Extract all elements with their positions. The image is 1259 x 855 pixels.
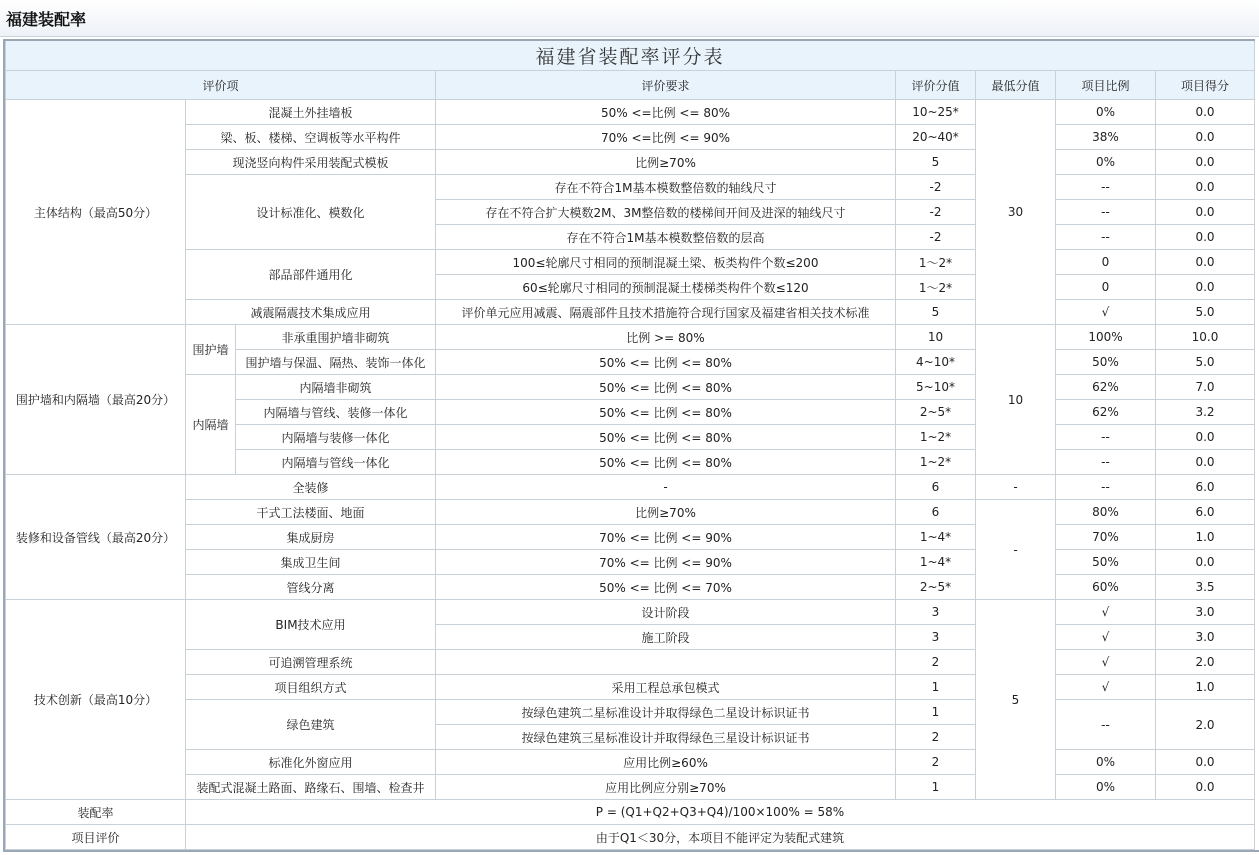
rate-value: P = (Q1+Q2+Q3+Q4)/100×100% = 58%	[186, 800, 1255, 825]
rate-row	[6, 800, 1255, 825]
row-score: 2~5*	[896, 400, 976, 425]
table-row	[6, 650, 1255, 675]
row-got: 6.0	[1156, 475, 1255, 500]
section-walls: 围护墙和内隔墙（最高20分）	[6, 325, 186, 475]
row-item: 减震隔震技术集成应用	[186, 300, 436, 325]
evaluation-label: 项目评价	[6, 825, 186, 850]
row-item: 非承重围护墙非砌筑	[236, 325, 436, 350]
row-score: 1~2*	[896, 425, 976, 450]
row-ratio: √	[1056, 625, 1156, 650]
row-got: 3.0	[1156, 625, 1255, 650]
row-ratio: 60%	[1056, 575, 1156, 600]
row-score: -2	[896, 200, 976, 225]
row-score: 5	[896, 300, 976, 325]
row-item: 全装修	[186, 475, 436, 500]
table-row	[6, 375, 1255, 400]
subsection-enclosure-wall: 围护墙	[186, 325, 236, 375]
row-item: 混凝土外挂墙板	[186, 100, 436, 125]
row-ratio: --	[1056, 200, 1156, 225]
row-req: 70% <= 比例 <= 90%	[436, 525, 896, 550]
table-caption: 福建省装配率评分表	[6, 40, 1255, 71]
score-table	[5, 39, 1255, 850]
row-item: 部品部件通用化	[186, 250, 436, 300]
row-got: 3.5	[1156, 575, 1255, 600]
table-row	[6, 325, 1255, 350]
section-min: -	[976, 475, 1056, 500]
row-ratio: √	[1056, 650, 1156, 675]
row-ratio: --	[1056, 475, 1156, 500]
row-ratio: √	[1056, 675, 1156, 700]
row-req: 存在不符合扩大模数2M、3M整倍数的楼梯间开间及进深的轴线尺寸	[436, 200, 896, 225]
section-main-structure: 主体结构（最高50分）	[6, 100, 186, 325]
row-score: 6	[896, 500, 976, 525]
table-row	[6, 600, 1255, 625]
window-title-bar	[0, 0, 1259, 37]
row-req: 比例 >= 80%	[436, 325, 896, 350]
row-ratio: --	[1056, 225, 1156, 250]
row-got: 0.0	[1156, 550, 1255, 575]
col-header-ratio: 项目比例	[1056, 71, 1156, 100]
row-got: 0.0	[1156, 750, 1255, 775]
row-req: 应用比例应分别≥70%	[436, 775, 896, 800]
row-score: 2	[896, 750, 976, 775]
row-got: 0.0	[1156, 450, 1255, 475]
row-ratio: 0%	[1056, 750, 1156, 775]
section-tech-innovation: 技术创新（最高10分）	[6, 600, 186, 800]
row-score: 1~2*	[896, 450, 976, 475]
row-got: 2.0	[1156, 700, 1255, 750]
row-got: 3.2	[1156, 400, 1255, 425]
row-req: 采用工程总承包模式	[436, 675, 896, 700]
row-got: 0.0	[1156, 250, 1255, 275]
row-req: 存在不符合1M基本模数整倍数的层高	[436, 225, 896, 250]
table-row	[6, 175, 1255, 200]
evaluation-row	[6, 825, 1255, 850]
row-item: 内隔墙与管线、装修一体化	[236, 400, 436, 425]
row-item: 可追溯管理系统	[186, 650, 436, 675]
table-row	[6, 750, 1255, 775]
row-score: 10	[896, 325, 976, 350]
row-score: 3	[896, 625, 976, 650]
table-row	[6, 575, 1255, 600]
row-got: 0.0	[1156, 225, 1255, 250]
window-title: 福建装配率	[6, 10, 87, 29]
row-req	[436, 650, 896, 675]
table-row	[6, 775, 1255, 800]
section-min: 30	[976, 100, 1056, 325]
section-min: -	[976, 500, 1056, 600]
row-got: 0.0	[1156, 150, 1255, 175]
row-req: 70% <=比例 <= 90%	[436, 125, 896, 150]
col-header-got: 项目得分	[1156, 71, 1255, 100]
row-req: 50% <= 比例 <= 80%	[436, 350, 896, 375]
row-got: 0.0	[1156, 175, 1255, 200]
section-min: 10	[976, 325, 1056, 475]
row-score: 20~40*	[896, 125, 976, 150]
row-item: BIM技术应用	[186, 600, 436, 650]
row-item: 集成卫生间	[186, 550, 436, 575]
row-got: 0.0	[1156, 200, 1255, 225]
row-got: 0.0	[1156, 275, 1255, 300]
evaluation-value: 由于Q1＜30分，本项目不能评定为装配式建筑	[186, 825, 1255, 850]
row-score: 1～2*	[896, 250, 976, 275]
row-got: 2.0	[1156, 650, 1255, 675]
row-item: 内隔墙与装修一体化	[236, 425, 436, 450]
row-score: 10~25*	[896, 100, 976, 125]
table-row	[6, 250, 1255, 275]
row-got: 1.0	[1156, 675, 1255, 700]
row-score: -2	[896, 225, 976, 250]
row-ratio: --	[1056, 450, 1156, 475]
row-score: 2	[896, 650, 976, 675]
row-req: 比例≥70%	[436, 500, 896, 525]
table-row	[6, 300, 1255, 325]
row-score: 2~5*	[896, 575, 976, 600]
row-score: 5~10*	[896, 375, 976, 400]
row-score: 1	[896, 675, 976, 700]
row-ratio: 0%	[1056, 775, 1156, 800]
rate-label: 装配率	[6, 800, 186, 825]
row-item: 现浇竖向构件采用装配式模板	[186, 150, 436, 175]
row-item: 设计标准化、模数化	[186, 175, 436, 250]
row-req: 评价单元应用减震、隔震部件且技术措施符合现行国家及福建省相关技术标准	[436, 300, 896, 325]
row-req: 50% <=比例 <= 80%	[436, 100, 896, 125]
table-row	[6, 475, 1255, 500]
row-score: 1~4*	[896, 550, 976, 575]
row-ratio: 100%	[1056, 325, 1156, 350]
table-row	[6, 150, 1255, 175]
row-req: 按绿色建筑三星标准设计并取得绿色三星设计标识证书	[436, 725, 896, 750]
subsection-partition-wall: 内隔墙	[186, 375, 236, 475]
col-header-requirement: 评价要求	[436, 71, 896, 100]
col-header-min: 最低分值	[976, 71, 1056, 100]
row-ratio: --	[1056, 700, 1156, 750]
row-item: 管线分离	[186, 575, 436, 600]
row-item: 内隔墙非砌筑	[236, 375, 436, 400]
row-item: 集成厨房	[186, 525, 436, 550]
section-decoration-pipes: 装修和设备管线（最高20分）	[6, 475, 186, 600]
row-score: 4~10*	[896, 350, 976, 375]
row-req: 施工阶段	[436, 625, 896, 650]
row-got: 1.0	[1156, 525, 1255, 550]
row-item: 装配式混凝土路面、路缘石、围墙、检查井	[186, 775, 436, 800]
col-header-score: 评价分值	[896, 71, 976, 100]
row-ratio: 0	[1056, 275, 1156, 300]
row-score: 5	[896, 150, 976, 175]
table-row	[6, 525, 1255, 550]
row-req: 50% <= 比例 <= 80%	[436, 375, 896, 400]
row-got: 0.0	[1156, 425, 1255, 450]
row-got: 5.0	[1156, 300, 1255, 325]
row-item: 内隔墙与管线一体化	[236, 450, 436, 475]
row-score: 1~4*	[896, 525, 976, 550]
table-row	[6, 500, 1255, 525]
row-req: 50% <= 比例 <= 80%	[436, 450, 896, 475]
row-req: 按绿色建筑二星标准设计并取得绿色二星设计标识证书	[436, 700, 896, 725]
row-req: 70% <= 比例 <= 90%	[436, 550, 896, 575]
row-got: 3.0	[1156, 600, 1255, 625]
row-ratio: 62%	[1056, 400, 1156, 425]
table-row	[6, 700, 1255, 725]
row-ratio: 70%	[1056, 525, 1156, 550]
row-got: 10.0	[1156, 325, 1255, 350]
row-got: 0.0	[1156, 775, 1255, 800]
row-ratio: √	[1056, 300, 1156, 325]
row-ratio: --	[1056, 425, 1156, 450]
row-ratio: 80%	[1056, 500, 1156, 525]
row-ratio: 0%	[1056, 150, 1156, 175]
row-ratio: 0	[1056, 250, 1156, 275]
table-row	[6, 100, 1255, 125]
row-ratio: --	[1056, 175, 1156, 200]
row-ratio: 0%	[1056, 100, 1156, 125]
row-req: 比例≥70%	[436, 150, 896, 175]
row-ratio: 62%	[1056, 375, 1156, 400]
row-got: 0.0	[1156, 125, 1255, 150]
row-got: 6.0	[1156, 500, 1255, 525]
row-ratio: 50%	[1056, 350, 1156, 375]
row-item: 干式工法楼面、地面	[186, 500, 436, 525]
row-score: 1	[896, 775, 976, 800]
row-got: 5.0	[1156, 350, 1255, 375]
row-item: 围护墙与保温、隔热、装饰一体化	[236, 350, 436, 375]
row-score: 3	[896, 600, 976, 625]
row-ratio: 38%	[1056, 125, 1156, 150]
table-row	[6, 550, 1255, 575]
row-item: 梁、板、楼梯、空调板等水平构件	[186, 125, 436, 150]
row-got: 7.0	[1156, 375, 1255, 400]
table-row	[6, 675, 1255, 700]
row-req: 50% <= 比例 <= 80%	[436, 425, 896, 450]
header-row	[6, 71, 1255, 100]
row-req: 50% <= 比例 <= 80%	[436, 400, 896, 425]
row-got: 0.0	[1156, 100, 1255, 125]
row-req: 100≤轮廓尺寸相同的预制混凝土梁、板类构件个数≤200	[436, 250, 896, 275]
table-row	[6, 125, 1255, 150]
row-score: 2	[896, 725, 976, 750]
row-item: 绿色建筑	[186, 700, 436, 750]
row-score: 1	[896, 700, 976, 725]
row-req: -	[436, 475, 896, 500]
col-header-item: 评价项	[6, 71, 436, 100]
row-score: -2	[896, 175, 976, 200]
score-sheet	[3, 39, 1259, 852]
row-req: 设计阶段	[436, 600, 896, 625]
row-req: 应用比例≥60%	[436, 750, 896, 775]
row-ratio: 50%	[1056, 550, 1156, 575]
row-ratio: √	[1056, 600, 1156, 625]
section-min: 5	[976, 600, 1056, 800]
row-req: 存在不符合1M基本模数整倍数的轴线尺寸	[436, 175, 896, 200]
row-req: 50% <= 比例 <= 70%	[436, 575, 896, 600]
row-item: 项目组织方式	[186, 675, 436, 700]
row-item: 标准化外窗应用	[186, 750, 436, 775]
row-req: 60≤轮廓尺寸相同的预制混凝土楼梯类构件个数≤120	[436, 275, 896, 300]
row-score: 6	[896, 475, 976, 500]
row-score: 1～2*	[896, 275, 976, 300]
